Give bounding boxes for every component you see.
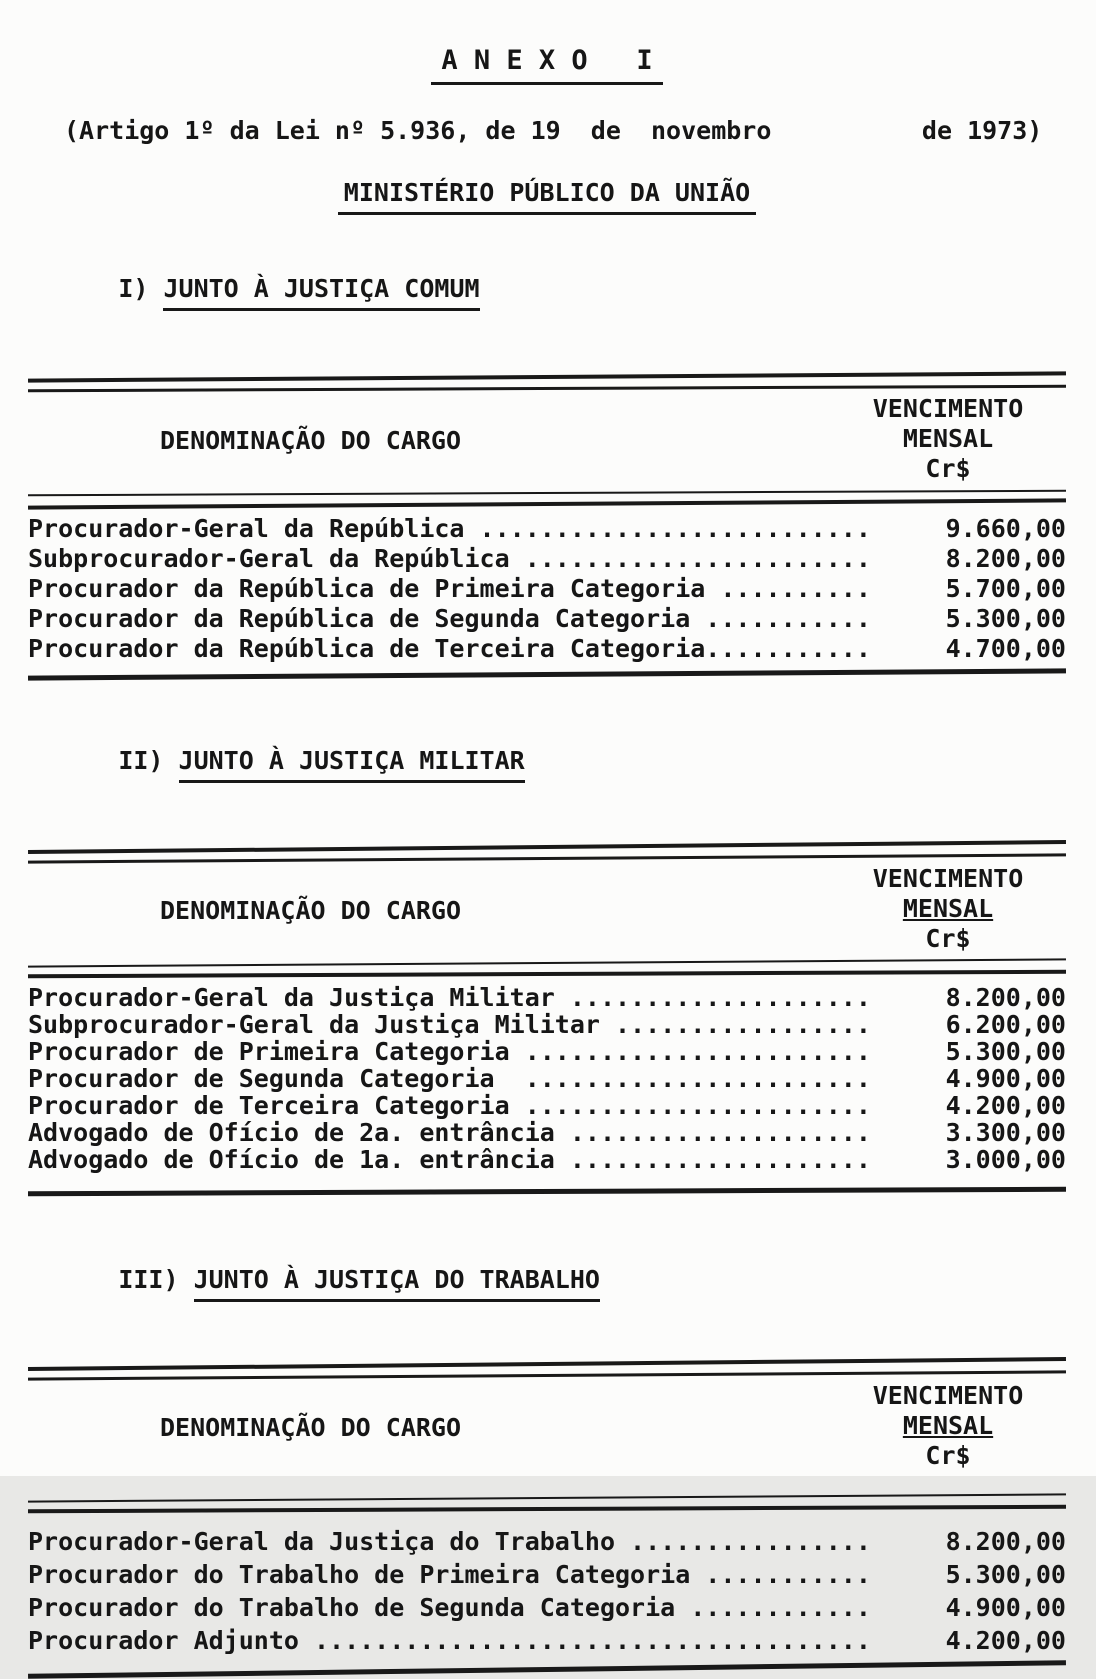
table-row <box>28 604 1066 634</box>
table-bottom-rule <box>28 1187 1066 1197</box>
table-body <box>28 1525 1066 1657</box>
cargo-cell: Procurador-Geral da Justiça Militar .................... <box>28 983 871 1012</box>
cargo-cell: Procurador da República de Terceira Categoria........... <box>28 634 871 663</box>
cargo-cell: Procurador da República de Primeira Categoria .......... <box>28 574 871 603</box>
cargo-cell: Procurador de Segunda Categoria ....................... <box>28 1064 871 1093</box>
table-row <box>28 1092 1066 1119</box>
table-row <box>28 1011 1066 1038</box>
section-title: JUNTO À JUSTIÇA COMUM <box>163 273 479 311</box>
currency-label: Cr$ <box>925 454 971 483</box>
currency-label: Cr$ <box>925 924 971 953</box>
valor-cell: 4.900,00 <box>945 1064 1066 1093</box>
table-row <box>28 1038 1066 1065</box>
header-divider-rules <box>28 1497 1066 1511</box>
valor-cell: 3.000,00 <box>945 1145 1066 1174</box>
table-bottom-rule <box>28 668 1066 680</box>
vencimento-label: VENCIMENTO <box>872 394 1024 423</box>
vencimento-column-header <box>836 1381 1060 1471</box>
cargo-cell: Procurador Adjunto ..................................... <box>28 1626 871 1655</box>
salary-table <box>28 845 1066 1194</box>
valor-cell: 8.200,00 <box>945 544 1066 573</box>
table-row <box>28 1591 1066 1624</box>
header-divider-rules <box>28 962 1066 976</box>
table-row <box>28 1119 1066 1146</box>
section-justica-trabalho <box>28 1232 1066 1672</box>
org-title <box>28 177 1066 215</box>
vencimento-column-header <box>836 864 1060 954</box>
cargo-cell: Procurador-Geral da Justiça do Trabalho ................ <box>28 1527 871 1556</box>
table-header-row <box>28 390 1066 486</box>
valor-cell: 3.300,00 <box>945 1118 1066 1147</box>
section-justica-militar <box>28 713 1066 1194</box>
table-row <box>28 1065 1066 1092</box>
horizontal-rule <box>28 840 1066 854</box>
mensal-label: MENSAL <box>902 894 994 923</box>
section-title: JUNTO À JUSTIÇA MILITAR <box>179 745 525 783</box>
cargo-cell: Procurador do Trabalho de Segunda Categoria ............ <box>28 1593 871 1622</box>
table-row <box>28 514 1066 544</box>
cargo-column-header: DENOMINAÇÃO DO CARGO <box>160 1413 462 1442</box>
cargo-cell: Procurador de Primeira Categoria ....................... <box>28 1037 871 1066</box>
law-reference: (Artigo 1º da Lei nº 5.936, de 19 de novembro de 1973) <box>64 116 1043 145</box>
valor-cell: 5.300,00 <box>945 604 1066 633</box>
valor-cell: 6.200,00 <box>945 1010 1066 1039</box>
mensal-label: MENSAL <box>902 424 994 453</box>
table-row <box>28 544 1066 574</box>
horizontal-rule <box>28 490 1066 497</box>
cargo-column-header: DENOMINAÇÃO DO CARGO <box>160 896 462 925</box>
table-row <box>28 1558 1066 1591</box>
vencimento-column-header <box>836 394 1060 484</box>
salary-table <box>28 1362 1066 1672</box>
vencimento-label: VENCIMENTO <box>872 864 1024 893</box>
page-title-text: A N E X O I <box>431 44 662 85</box>
horizontal-rule <box>28 498 1066 509</box>
valor-cell: 8.200,00 <box>945 983 1066 1012</box>
valor-cell: 5.300,00 <box>945 1560 1066 1589</box>
cargo-cell: Advogado de Ofício de 2a. entrância .................... <box>28 1118 871 1147</box>
valor-cell: 5.700,00 <box>945 574 1066 603</box>
section-numeral: III) <box>118 1265 194 1294</box>
table-header-row <box>28 860 1066 956</box>
valor-cell: 9.660,00 <box>945 514 1066 543</box>
table-row <box>28 1525 1066 1558</box>
header-divider-rules <box>28 492 1066 506</box>
page-title <box>28 44 1066 85</box>
cargo-cell: Subprocurador-Geral da Justiça Militar ................. <box>28 1010 871 1039</box>
vencimento-label: VENCIMENTO <box>872 1381 1024 1410</box>
mensal-label: MENSAL <box>902 1411 994 1440</box>
valor-cell: 8.200,00 <box>945 1527 1066 1556</box>
cargo-column-header: DENOMINAÇÃO DO CARGO <box>160 426 462 455</box>
table-header-row <box>28 1377 1066 1473</box>
horizontal-rule <box>28 958 1066 967</box>
table-bottom-rule <box>28 1660 1066 1679</box>
table-row <box>28 984 1066 1011</box>
cargo-cell: Procurador da República de Segunda Categoria ........... <box>28 604 871 633</box>
table-row <box>28 634 1066 664</box>
cargo-cell: Procurador-Geral da República .......................... <box>28 514 871 543</box>
valor-cell: 5.300,00 <box>945 1037 1066 1066</box>
horizontal-rule <box>28 970 1066 979</box>
currency-label: Cr$ <box>925 1441 971 1470</box>
table-row <box>28 1146 1066 1173</box>
table-body <box>28 984 1066 1173</box>
valor-cell: 4.200,00 <box>945 1091 1066 1120</box>
table-top-rules <box>28 845 1066 860</box>
table-top-rules <box>28 1362 1066 1377</box>
table-top-rules <box>28 375 1066 390</box>
cargo-cell: Subprocurador-Geral da República ....................... <box>28 544 871 573</box>
horizontal-rule <box>28 1493 1066 1502</box>
valor-cell: 4.700,00 <box>945 634 1066 663</box>
org-title-text: MINISTÉRIO PÚBLICO DA UNIÃO <box>338 177 756 215</box>
section-heading <box>28 713 1066 815</box>
section-title: JUNTO À JUSTIÇA DO TRABALHO <box>194 1264 600 1302</box>
valor-cell: 4.900,00 <box>945 1593 1066 1622</box>
horizontal-rule <box>28 1357 1066 1371</box>
cargo-cell: Procurador do Trabalho de Primeira Categoria ........... <box>28 1560 871 1589</box>
salary-table <box>28 375 1066 677</box>
section-numeral: II) <box>118 746 179 775</box>
table-row <box>28 1624 1066 1657</box>
cargo-cell: Procurador de Terceira Categoria ....................... <box>28 1091 871 1120</box>
table-body <box>28 514 1066 664</box>
horizontal-rule <box>28 371 1066 382</box>
section-heading <box>28 241 1066 343</box>
cargo-cell: Advogado de Ofício de 1a. entrância .................... <box>28 1145 871 1174</box>
table-row <box>28 574 1066 604</box>
horizontal-rule <box>28 1505 1066 1514</box>
section-heading <box>28 1232 1066 1334</box>
section-justica-comum <box>28 241 1066 677</box>
valor-cell: 4.200,00 <box>945 1626 1066 1655</box>
section-numeral: I) <box>118 274 164 303</box>
